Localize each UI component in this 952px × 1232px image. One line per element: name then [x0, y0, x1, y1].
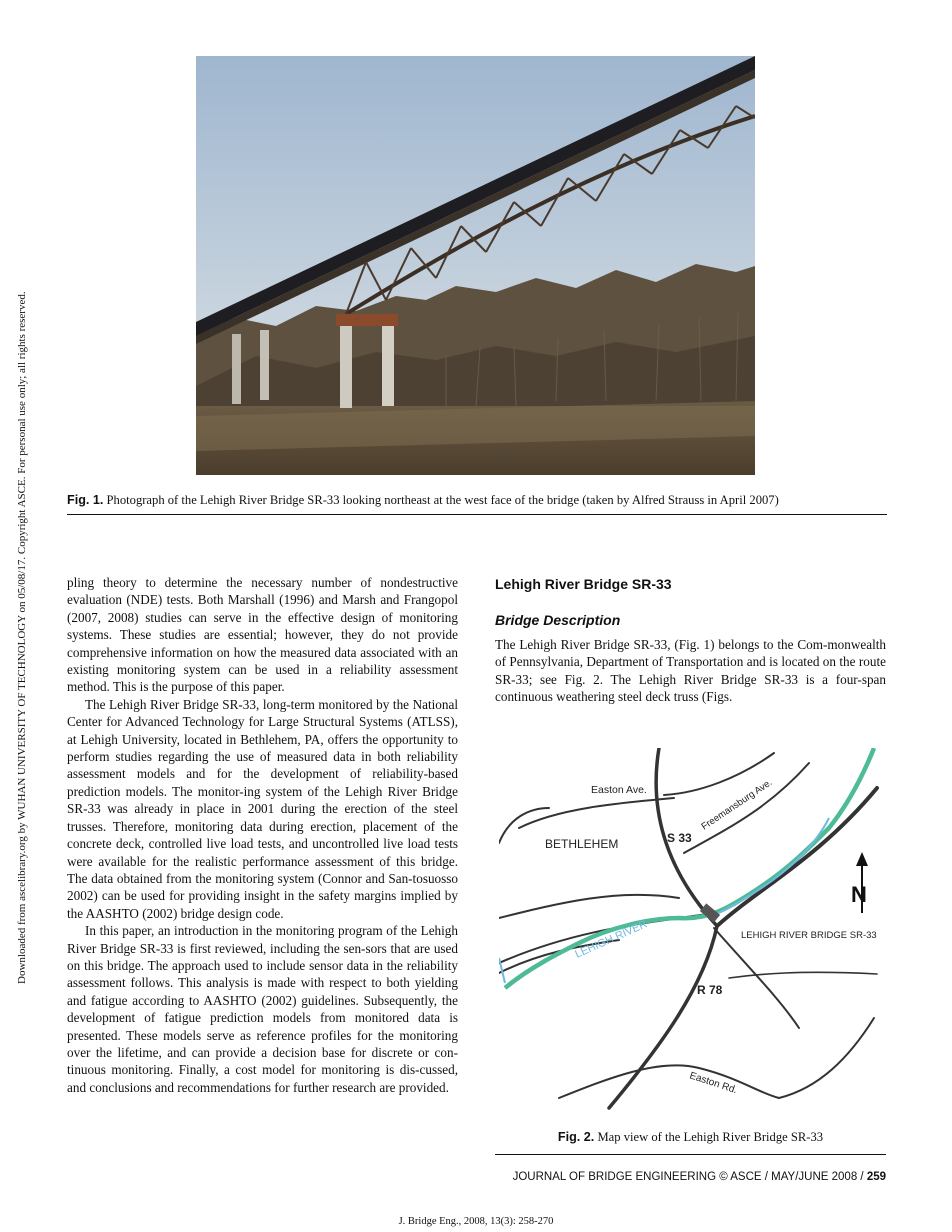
left-paragraph-3: In this paper, an introduction in the monitoring program of the Lehigh River Bridge SR-33 is first reviewed, including the sen-sors that are used on this bridge. The approach used to include sensor data in the reliability assessment follows. This analysis is made with respect to both yielding and fatigue according to AASHTO (2002) guidelines. Subsequently, the development of fatigue prediction models from monitored data is presented. These models serve as reference profiles for the monitoring over the lifetime, and can provide a decision base for discrete or con-tinuous monitoring. Finally, a cost model for monitoring is dis-cussed, and conclusions and recommendations for further research are provided.: [67, 923, 458, 1095]
map-label-freemansburg-ave: Freemansburg Ave.: [699, 777, 775, 833]
fig1-label: Fig. 1.: [67, 493, 104, 507]
fig1-bridge-photo: [196, 56, 755, 475]
download-notice-text: Downloaded from ascelibrary.org by WUHAN UNIVERSITY OF TECHNOLOGY on 05/08/17. Copyright ASCE. For personal use only; all rights reserved.: [16, 291, 28, 984]
journal-footer: [513, 1171, 886, 1183]
fig2-rule: [495, 1154, 886, 1155]
map-label-easton-rd: Easton Rd.: [688, 1070, 739, 1097]
fig1-rule: [67, 514, 887, 515]
fig1-caption: [67, 491, 887, 509]
section-heading: Lehigh River Bridge SR-33: [495, 576, 672, 592]
fig2-map: [499, 748, 879, 1116]
map-north-label: N: [851, 882, 867, 907]
map-label-easton-ave: Easton Ave.: [591, 784, 647, 796]
fig1-caption-text: Photograph of the Lehigh River Bridge SR-33 looking northeast at the west face of the bridge (taken by Alfred Strauss in April 2007): [106, 493, 779, 507]
left-paragraph-1: pling theory to determine the necessary number of nondestructive evaluation (NDE) tests. Both Marshall (1996) and Marsh and Frangopol (2007, 2008) studies can serve in the effective design of monitoring systems. These studies are essential; however, they do not provide comprehensive information on how the measured data associated with an existing monitoring system can be used in a reliability assessment method. This is the purpose of this paper.: [67, 575, 458, 695]
map-label-bethlehem: BETHLEHEM: [545, 837, 619, 851]
left-column: [67, 574, 458, 1096]
fig2-caption-text: Map view of the Lehigh River Bridge SR-33: [597, 1130, 824, 1144]
map-label-s33: S 33: [667, 831, 692, 845]
right-paragraph-1: The Lehigh River Bridge SR-33, (Fig. 1) belongs to the Com-monwealth of Pennsylvania, Department of Transportation and is located on the route SR-33; see Fig. 2. The Lehigh River Bridge SR-33 is a four-span continuous weathering steel deck truss (Figs.: [495, 637, 886, 705]
fig2-caption: [495, 1130, 886, 1145]
download-notice: [2, 0, 28, 1232]
right-column: [495, 574, 886, 706]
map-label-lehigh-river: LEHIGH RIVER: [573, 918, 650, 961]
citation-footer: J. Bridge Eng., 2008, 13(3): 258-270: [398, 1216, 554, 1227]
page-number: 259: [866, 1171, 886, 1183]
subsection-heading: Bridge Description: [495, 612, 621, 628]
journal-footer-text: JOURNAL OF BRIDGE ENGINEERING © ASCE / MAY/JUNE 2008 /: [512, 1171, 867, 1183]
map-label-r78: R 78: [697, 983, 723, 997]
left-paragraph-2: The Lehigh River Bridge SR-33, long-term monitored by the National Center for Advanced Technology for Large Structural Systems (ATLSS), at Lehigh University, located in Bethlehem, PA, offers the opportunity to perform studies regarding the use of measured data in both reliability assessment models and for the development of reliability-based prediction models. The monitor-ing system of the Lehigh River Bridge SR-33 was already in place in 2001 during the erection of the steel trusses. Therefore, monitoring data during erection, placement of the concrete deck, controlled live load tests, and uncontrolled live load tests were available for the realistic performance assessment of this bridge. The data obtained from the monitoring system (Connor and San-tosuosso 2002) can be used for providing insight in the safety margins implied by the AASHTO (2002) bridge design code.: [67, 696, 458, 921]
map-label-bridge: LEHIGH RIVER BRIDGE SR-33: [741, 930, 877, 941]
fig2-label: Fig. 2.: [557, 1130, 595, 1144]
